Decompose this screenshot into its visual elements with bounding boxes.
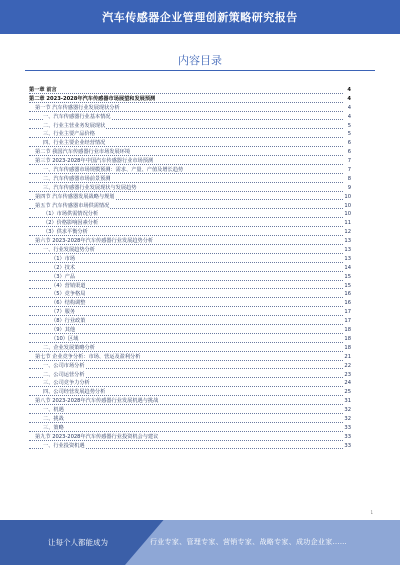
toc-entry-page: 8 — [347, 175, 351, 182]
toc-entry-text: 第五节 汽车传感器市场供需情况 — [35, 202, 110, 209]
toc-entry-text: 三、策略 — [43, 424, 64, 431]
toc-entry-text: （8）行业政策 — [51, 318, 86, 325]
toc-entry-text: （5）竞争格局 — [51, 291, 86, 298]
toc-entry-page: 18 — [344, 335, 351, 342]
toc-leader-dots — [29, 308, 343, 316]
toc-title: 内容目录 — [178, 54, 222, 67]
toc-entry-page: 31 — [344, 398, 351, 405]
toc-entry-text: 三、汽车传感器行业发展现状与发展趋势 — [43, 184, 137, 191]
toc-entry-text: 二、挑战 — [43, 415, 64, 422]
toc-leader-dots — [29, 406, 343, 414]
toc-entry-text: （3）供求平衡分析 — [43, 229, 88, 236]
toc-entry-text: 第七节 企业竞争分析：市场、营运及盈利分析 — [35, 353, 141, 360]
toc-entry-text: 二、汽车传感器市场前景预测 — [43, 175, 111, 182]
toc-entry[interactable] — [29, 344, 351, 353]
toc-entry[interactable] — [29, 166, 351, 175]
header-banner — [0, 0, 400, 34]
toc-entry-text: 二、公司运营分析 — [43, 371, 85, 378]
toc-entry-text: （9）其他 — [51, 327, 76, 334]
toc-entry[interactable] — [29, 433, 351, 442]
toc-entry[interactable] — [29, 415, 351, 424]
toc-entry-page: 15 — [344, 273, 351, 280]
toc-entry-text: 第二章 2023-2028年汽车传感器市场展望和发展预测 — [29, 95, 156, 102]
toc-entry-text: （2）技术 — [51, 264, 76, 271]
report-title: 汽车传感器企业管理创新策略研究报告 — [102, 11, 298, 24]
toc-entry-text: 第一章 前言 — [29, 87, 57, 93]
toc-entry-text: （10）区域 — [51, 335, 79, 342]
toc-entry-text: （4）营销渠道 — [51, 282, 86, 289]
toc-entry-text: 三、行业主要产品价格 — [43, 131, 95, 138]
toc-entry[interactable] — [29, 317, 351, 326]
toc-entry-text: 第二节 我国汽车传感器行业市场发展环境 — [35, 149, 131, 156]
toc-entry[interactable] — [29, 264, 351, 273]
toc-entry-text: 第一节 汽车传感器行业发展现状分析 — [35, 104, 120, 111]
footer-slogan-left: 让每个人都能成为 — [48, 538, 108, 547]
toc-entry[interactable] — [29, 406, 351, 415]
toc-entry[interactable] — [29, 193, 351, 202]
toc-entry-text: 第八节 2023-2028年汽车传感器行业发展机遇与挑战 — [35, 398, 159, 405]
toc-entry-page: 24 — [344, 380, 351, 387]
toc-entry[interactable] — [29, 362, 351, 371]
toc-entry[interactable] — [29, 130, 351, 139]
toc-leader-dots — [29, 255, 343, 263]
toc-leader-dots — [29, 273, 343, 281]
toc-entry-page: 23 — [344, 371, 351, 378]
toc-entry[interactable] — [29, 86, 351, 95]
toc-entry-text: 第四节 汽车传感器发展战略与规划 — [35, 193, 115, 200]
toc-entry-page: 25 — [344, 389, 351, 396]
toc-entry[interactable] — [29, 353, 351, 362]
toc-entry-text: 第三节 2023-2028年中国汽车传感器行业市场预测 — [35, 158, 154, 165]
toc-entry-text: （6）结构调整 — [51, 300, 86, 307]
toc-entry-page: 13 — [344, 247, 351, 254]
toc-entry-text: 一、汽车传感器行业基本情况 — [43, 113, 111, 120]
toc-entry[interactable] — [29, 184, 351, 193]
toc-entry[interactable] — [29, 175, 351, 184]
toc-entry[interactable] — [29, 104, 351, 113]
toc-entry-page: 5 — [347, 122, 351, 129]
toc-entry-page: 18 — [344, 344, 351, 351]
toc-entry[interactable] — [29, 219, 351, 228]
toc-entry-page: 5 — [347, 131, 351, 138]
toc-entry[interactable] — [29, 326, 351, 335]
toc-entry-page: 13 — [344, 255, 351, 262]
page-number: 1 — [370, 510, 373, 515]
toc-entry[interactable] — [29, 308, 351, 317]
toc-entry[interactable] — [29, 255, 351, 264]
toc-entry-text: 一、机遇 — [43, 407, 64, 414]
toc-entry[interactable] — [29, 113, 351, 122]
toc-entry[interactable] — [29, 210, 351, 219]
toc-leader-dots — [29, 264, 343, 272]
toc-leader-dots — [29, 326, 343, 334]
toc-entry[interactable] — [29, 228, 351, 237]
toc-entry-page: 33 — [344, 433, 351, 440]
toc-entry[interactable] — [29, 371, 351, 380]
toc-entry-text: 二、企业发展策略分析 — [43, 344, 95, 351]
toc-entry-text: 四、公司经营发展趋势分析 — [43, 389, 106, 396]
toc-entry-text: 一、行业投资机遇 — [43, 442, 85, 449]
toc-entry[interactable] — [29, 95, 351, 104]
toc-entry[interactable] — [29, 148, 351, 157]
toc-entry-page: 13 — [344, 238, 351, 245]
toc-entry[interactable] — [29, 139, 351, 148]
toc-entry[interactable] — [29, 246, 351, 255]
toc-entry-page: 6 — [347, 140, 351, 147]
toc-entry-text: （2）价格影响因素分析 — [43, 220, 99, 227]
toc-entry-page: 33 — [344, 442, 351, 449]
toc-entry-text: 第九节 2023-2028年汽车传感器行业投资机会与建议 — [35, 433, 159, 440]
toc-entry-text: 四、行业主要企业经营情况 — [43, 140, 106, 147]
toc-entry-text: （1）市场供需情况分析 — [43, 211, 99, 218]
toc-entry-page: 4 — [347, 87, 351, 93]
toc-entry-page: 33 — [344, 424, 351, 431]
toc-entry-text: 一、汽车传感器市场规模预测：需求、产量、产值及增长趋势 — [43, 167, 184, 174]
toc-entry-page: 7 — [347, 167, 351, 174]
footer-slogan-right: 行业专家、管理专家、营销专家、战略专家、成功企业家…… — [150, 538, 348, 546]
toc-entry-text: （1）市场 — [51, 255, 76, 262]
toc-entry-text: 三、公司竞争力分析 — [43, 380, 90, 387]
toc-entry-page: 32 — [344, 415, 351, 422]
title-divider — [25, 70, 375, 71]
toc-entry-text: 一、行业发展趋势分析 — [43, 247, 95, 254]
toc-entry[interactable] — [29, 202, 351, 211]
toc-entry-page: 18 — [344, 327, 351, 334]
toc-entry-page: 9 — [347, 184, 351, 191]
toc-entry-text: 第六节 2023-2028年汽车传感器行业发展趋势分析 — [35, 238, 154, 245]
toc-entry-page: 10 — [344, 211, 351, 218]
toc-entry-page: 7 — [347, 158, 351, 165]
toc-entry-page: 32 — [344, 407, 351, 414]
toc-entry-text: 一、公司市场分析 — [43, 362, 85, 369]
toc-entry-page: 15 — [344, 282, 351, 289]
toc-entry[interactable] — [29, 397, 351, 406]
toc-entry[interactable] — [29, 273, 351, 282]
toc-entry-page: 21 — [344, 353, 351, 360]
toc-entry[interactable] — [29, 122, 351, 131]
toc-entry-page: 16 — [344, 291, 351, 298]
toc-entry-page: 16 — [344, 300, 351, 307]
toc-entry-text: 二、行业主营业务发展现状 — [43, 122, 106, 129]
toc-entry-page: 4 — [347, 104, 351, 111]
toc-entry-page: 17 — [344, 318, 351, 325]
toc-entry[interactable] — [29, 442, 351, 451]
table-of-contents — [29, 86, 351, 451]
toc-entry[interactable] — [29, 157, 351, 166]
toc-entry-page: 4 — [347, 113, 351, 120]
toc-entry-page: 22 — [344, 362, 351, 369]
toc-entry-page: 4 — [347, 95, 351, 102]
toc-entry-page: 11 — [344, 220, 351, 227]
toc-entry-page: 17 — [344, 309, 351, 316]
toc-leader-dots — [29, 86, 343, 94]
toc-entry-page: 10 — [344, 193, 351, 200]
toc-entry-page: 6 — [347, 149, 351, 156]
toc-entry[interactable] — [29, 335, 351, 344]
toc-entry-page: 14 — [344, 264, 351, 271]
toc-entry-page: 10 — [344, 202, 351, 209]
toc-entry[interactable] — [29, 290, 351, 299]
toc-leader-dots — [29, 424, 343, 432]
toc-entry[interactable] — [29, 424, 351, 433]
toc-entry[interactable] — [29, 388, 351, 397]
toc-entry-page: 12 — [344, 229, 351, 236]
toc-leader-dots — [29, 415, 343, 423]
toc-entry-text: （7）服务 — [51, 309, 76, 316]
toc-entry[interactable] — [29, 299, 351, 308]
toc-entry[interactable] — [29, 237, 351, 246]
toc-entry-text: （3）产品 — [51, 273, 76, 280]
toc-entry[interactable] — [29, 379, 351, 388]
toc-entry[interactable] — [29, 282, 351, 291]
